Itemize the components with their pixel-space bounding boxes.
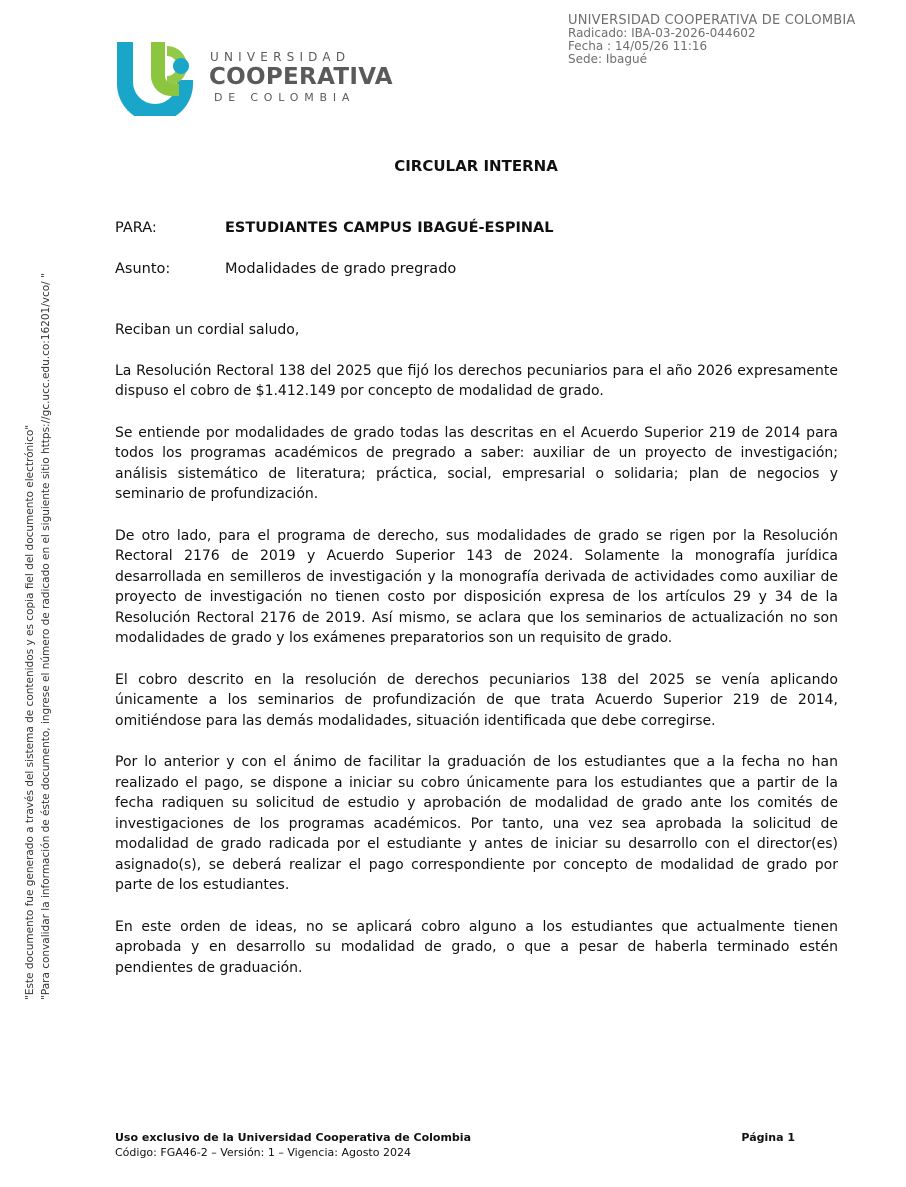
document-title: CIRCULAR INTERNA (394, 157, 558, 175)
body-paragraph: De otro lado, para el programa de derecho, sus modalidades de grado se rigen por la Resolución Rectoral 2176 de 2019 y Acuerdo Superior 143 de 2024. Solamente la monografía jurídica desarrollada en semilleros de investigación y la monografía derivada de actividades como auxiliar de proyecto de investigación no tienen costo por disposición expresa de los artículos 29 y 34 de la Resolución Rectoral 2176 de 2019. Así mismo, se aclara que los seminarios de actualización no son modalidades de grado y los exámenes preparatorios son un requisito de grado. (115, 527, 838, 646)
ucc-logo-mark-icon (113, 40, 199, 116)
university-logo (113, 40, 393, 116)
page-footer (115, 1130, 795, 1160)
filing-stamp (568, 14, 856, 66)
vertical-validation-note (22, 273, 54, 1000)
body-paragraph: El cobro descrito en la resolución de derechos pecuniarios 138 del 2025 se venía aplicando únicamente a los seminarios de profundización de que trata Acuerdo Superior 219 de 2014, omitiéndose para las demás modalidades, situación identificada que debe corregirse. (115, 671, 838, 729)
letter-body (115, 320, 838, 999)
logo-text-cooperativa: COOPERATIVA (209, 64, 393, 90)
stamp-radicado: Radicado: IBA-03-2026-044602 (568, 26, 756, 40)
page-number: Página 1 (741, 1131, 795, 1144)
stamp-institution: UNIVERSIDAD COOPERATIVA DE COLOMBIA (568, 13, 856, 28)
body-paragraph: En este orden de ideas, no se aplicará cobro alguno a los estudiantes que actualmente tienen aprobada y en desarrollo su modalidad de grado, o que a pesar de haberla terminado estén pendientes de graduación. (115, 918, 838, 976)
asunto-label: Asunto: (115, 261, 171, 277)
para-label: PARA: (115, 220, 157, 236)
logo-text-universidad: UNIVERSIDAD (210, 50, 351, 64)
asunto-value: Modalidades de grado pregrado (225, 261, 457, 277)
body-paragraph: Por lo anterior y con el ánimo de facilitar la graduación de los estudiantes que a la fecha no han realizado el pago, se dispone a iniciar su cobro únicamente para los estudiantes que a partir de la fecha radiquen su solicitud de estudio y aprobación de modalidad de grado ante los comités de investigaciones de los programas académicos. Por tanto, una vez sea aprobada la solicitud de modalidad de grado radicada por el estudiante y antes de iniciar su desarrollo con el director(es) asignado(s), se deberá realizar el pago correspondiente por concepto de modalidad de grado por parte de los estudiantes. (115, 754, 838, 893)
logo-text-de-colombia: DE COLOMBIA (214, 91, 356, 104)
side-note-line-2: "Para convalidar la información de éste documento, ingrese el número de radicado en el siguiente sitio https://gc.ucc.edu.co:16201/vco/ " (40, 273, 52, 1000)
footer-code-line: Código: FGA46-2 – Versión: 1 – Vigencia: Agosto 2024 (115, 1146, 411, 1159)
footer-usage-note: Uso exclusivo de la Universidad Cooperativa de Colombia (115, 1131, 471, 1144)
stamp-fecha: Fecha : 14/05/26 11:16 (568, 39, 708, 53)
side-note-line-1: "Este documento fue generado a través del sistema de contenidos y es copia fiel del documento electrónico" (24, 424, 36, 1000)
stamp-sede: Sede: Ibagué (568, 52, 647, 66)
greeting: Reciban un cordial saludo, (115, 322, 300, 338)
recipient-row (115, 220, 554, 236)
body-paragraph: Se entiende por modalidades de grado todas las descritas en el Acuerdo Superior 219 de 2014 para todos los programas académicos de pregrado a saber: auxiliar de un proyecto de investigación; análisis sistemático de literatura; práctica, social, empresarial o solidaria; plan de negocios y seminario de profundización. (115, 424, 838, 502)
para-value: ESTUDIANTES CAMPUS IBAGUÉ-ESPINAL (225, 220, 554, 236)
body-paragraph: La Resolución Rectoral 138 del 2025 que fijó los derechos pecuniarios para el año 2026 expresamente dispuso el cobro de $1.412.149 por concepto de modalidad de grado. (115, 362, 838, 399)
subject-row (115, 261, 457, 277)
